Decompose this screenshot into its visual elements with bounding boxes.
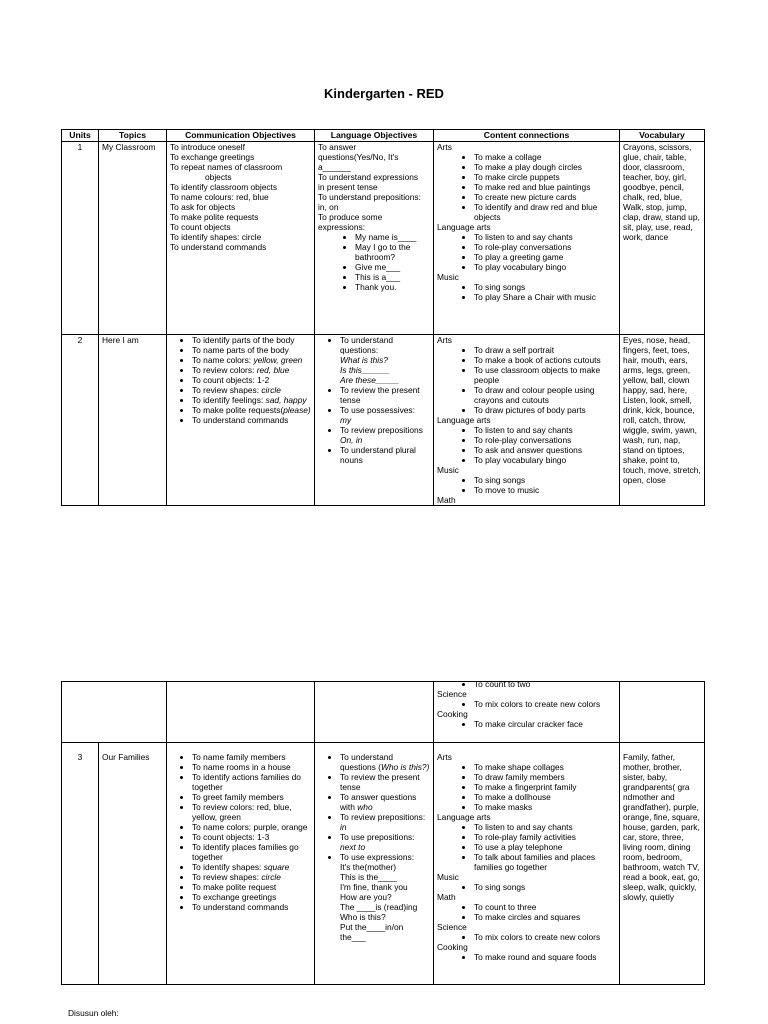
list-item: • To count to two — [474, 679, 616, 689]
list-item: • To identify feelings: sad, happy — [192, 395, 311, 405]
list-item: • To make a play dough circles — [474, 162, 616, 172]
subject-heading: Math — [437, 892, 456, 902]
objective-line: To identify shapes: circle — [170, 232, 262, 242]
subject-heading: Science — [437, 689, 467, 699]
list-item: • To make a collage — [474, 152, 616, 162]
objective-line: expressions: — [318, 222, 366, 232]
list-item: • To make polite requests(please) — [192, 405, 311, 415]
list-item: • To make a book of actions cutouts — [474, 355, 616, 365]
list-item: • To use a play telephone — [474, 842, 616, 852]
empty-cell — [620, 682, 705, 743]
empty-cell — [315, 682, 434, 743]
list-item: • To make circular cracker face — [474, 719, 616, 729]
subject-heading: Math — [437, 495, 456, 505]
subject-heading: Cooking — [437, 942, 468, 952]
list-item: • To name colors: purple, orange — [192, 822, 311, 832]
list-item: • To use classroom objects to make people — [474, 365, 616, 385]
content-connections — [434, 679, 620, 743]
list-item: • To review shapes: circle — [192, 385, 311, 395]
content-connections — [434, 335, 620, 506]
objective-line: To understand prepositions: — [318, 192, 421, 202]
list-item: • To name rooms in a house — [192, 762, 311, 772]
list-item: • To draw family members — [474, 772, 616, 782]
list-item: • To talk about families and places families go together — [474, 852, 616, 872]
list-item: • May I go to the bathroom? — [355, 242, 430, 262]
objective-line: To understand expressions — [318, 172, 419, 182]
unit-number: 3 — [62, 743, 99, 985]
list-item: • To review the present tense — [340, 772, 430, 792]
list-item: • To make a fingerprint family — [474, 782, 616, 792]
list-item: • To sing songs — [474, 882, 616, 892]
communication-objectives — [167, 335, 315, 506]
list-item: • To draw and colour people using crayons and cutouts — [474, 385, 616, 405]
header-topics: Topics — [99, 130, 167, 142]
list-item: • To count objects: 1-2 — [192, 375, 311, 385]
vocabulary: Crayons, scissors, glue, chair, table, door, classroom, teacher, boy, girl, goodbye, pencil, chalk, red, blue, Walk, stop, jump, clap, draw, stand up, sit, play, use, read, work, dance — [620, 142, 705, 335]
communication-objectives — [167, 142, 315, 335]
subject-heading: Arts — [437, 142, 452, 152]
subject-heading: Arts — [437, 752, 452, 762]
subject-heading: Language arts — [437, 222, 491, 232]
unit-number: 1 — [62, 142, 99, 335]
list-item: • To play a greeting game — [474, 252, 616, 262]
list-item: • To role-play conversations — [474, 242, 616, 252]
curriculum-table-part3 — [61, 742, 705, 985]
objective-line: objects — [205, 172, 232, 182]
list-item: • To identify parts of the body — [192, 335, 311, 345]
header-row — [62, 130, 705, 142]
list-item: • To make masks — [474, 802, 616, 812]
curriculum-table-part2 — [61, 681, 705, 743]
objective-line: To identify classroom objects — [170, 182, 278, 192]
list-item: • To understand plural nouns — [340, 445, 430, 465]
table-row — [62, 142, 705, 335]
list-item: • To understand commands — [192, 415, 311, 425]
list-item: • To role-play conversations — [474, 435, 616, 445]
list-item: • To review shapes: circle — [192, 872, 311, 882]
list-item: • To sing songs — [474, 475, 616, 485]
header-language-objectives: Language Objectives — [315, 130, 434, 142]
list-item: • To review prepositions: in — [340, 812, 430, 832]
objective-line: To introduce oneself — [170, 142, 245, 152]
list-item: • To draw a self portrait — [474, 345, 616, 355]
communication-objectives — [167, 743, 315, 985]
list-item: • To role-play family activities — [474, 832, 616, 842]
list-item: • To make shape collages — [474, 762, 616, 772]
list-item: • To make round and square foods — [474, 952, 616, 962]
list-item: • To create new picture cards — [474, 192, 616, 202]
objective-line: To produce some — [318, 212, 383, 222]
list-item: • To use expressions: It's the(mother) This is the____ I'm fine, thank you How are you? The ____is (read)ing Who is this? Put the____in/on the___ — [340, 852, 430, 942]
list-item: • Give me___ — [355, 262, 430, 272]
page-title: Kindergarten - RED — [324, 86, 444, 101]
list-item: • To name family members — [192, 752, 311, 762]
list-item: • To mix colors to create new colors — [474, 699, 616, 709]
subject-heading: Music — [437, 872, 459, 882]
header-content-connections: Content connections — [434, 130, 620, 142]
list-item: • To sing songs — [474, 282, 616, 292]
unit-number: 2 — [62, 335, 99, 506]
list-item: • To name parts of the body — [192, 345, 311, 355]
list-item: • To draw pictures of body parts — [474, 405, 616, 415]
list-item: • My name is____ — [355, 232, 430, 242]
language-objectives — [315, 335, 434, 506]
list-item: • To make circle puppets — [474, 172, 616, 182]
topic: Here I am — [99, 335, 167, 506]
subject-heading: Arts — [437, 335, 452, 345]
list-item: • To identify and draw red and blue objects — [474, 202, 616, 222]
objective-line: a______ — [318, 162, 351, 172]
list-item: • To review the present tense — [340, 385, 430, 405]
table-row — [62, 335, 705, 506]
language-objectives — [315, 142, 434, 335]
vocabulary: Eyes, nose, head, fingers, feet, toes, hair, mouth, ears, arms, legs, green, yellow, ball, clown happy, sad, here, Listen, look, smell, drink, kick, bounce, roll, catch, throw, wiggle, swim, yawn, wash, run, nap, stand on tiptoes, shake, point to, touch, move, stretch, open, close — [620, 335, 705, 506]
list-item: • To make a dollhouse — [474, 792, 616, 802]
list-item: • To ask and answer questions — [474, 445, 616, 455]
list-item: • This is a___ — [355, 272, 430, 282]
objective-line: To count objects — [170, 222, 231, 232]
list-item: • To count to three — [474, 902, 616, 912]
list-item: • To count objects: 1-3 — [192, 832, 311, 842]
objective-line: To make polite requests — [170, 212, 259, 222]
language-objectives — [315, 743, 434, 985]
list-item: • To identify shapes: square — [192, 862, 311, 872]
topic: My Classroom — [99, 142, 167, 335]
vocabulary: Family, father, mother, brother, sister, baby, grandparents( gra ndmother and grandfather), purple, orange, fine, square, house, garden, park, car, store, three, living room, dining room, bedroom, bathroom, watch TV, read a book, eat, go, sleep, walk, quickly, slowly, quietly — [620, 743, 705, 985]
list-item: • To play Share a Chair with music — [474, 292, 616, 302]
header-communication-objectives: Communication Objectives — [167, 130, 315, 142]
list-item: • To play vocabulary bingo — [474, 455, 616, 465]
objective-line: To understand commands — [170, 242, 267, 252]
list-item: • Thank you. — [355, 282, 430, 292]
list-item: • To make circles and squares — [474, 912, 616, 922]
list-item: • To review prepositions On, in — [340, 425, 430, 445]
curriculum-table-part1 — [61, 129, 705, 506]
content-connections — [434, 142, 620, 335]
objective-line: To exchange greetings — [170, 152, 255, 162]
objective-line: To answer — [318, 142, 357, 152]
table-row — [62, 743, 705, 985]
list-item: • To play vocabulary bingo — [474, 262, 616, 272]
list-item: • To move to music — [474, 485, 616, 495]
objective-line: in, on — [318, 202, 339, 212]
objective-line: To ask for objects — [170, 202, 236, 212]
list-item: • To review colors: red, blue — [192, 365, 311, 375]
footer-prepared-by: Disusun oleh: — [68, 1008, 119, 1018]
list-item: • To identify places families go together — [192, 842, 311, 862]
list-item: • To exchange greetings — [192, 892, 311, 902]
subject-heading: Cooking — [437, 709, 468, 719]
subject-heading: Language arts — [437, 812, 491, 822]
list-item: • To review colors: red, blue, yellow, green — [192, 802, 311, 822]
empty-cell — [167, 682, 315, 743]
subject-heading: Music — [437, 465, 459, 475]
empty-cell — [62, 682, 167, 743]
header-units: Units — [62, 130, 99, 142]
list-item: • To name colors: yellow, green — [192, 355, 311, 365]
objective-line: in present tense — [318, 182, 378, 192]
subject-heading: Music — [437, 272, 459, 282]
list-item: • To make red and blue paintings — [474, 182, 616, 192]
subject-heading: Language arts — [437, 415, 491, 425]
objective-line: To repeat names of classroom — [170, 162, 283, 172]
list-item: • To listen to and say chants — [474, 822, 616, 832]
list-item: • To use prepositions: next to — [340, 832, 430, 852]
content-connections — [434, 743, 620, 985]
list-item: • To listen to and say chants — [474, 232, 616, 242]
list-item: • To listen to and say chants — [474, 425, 616, 435]
list-item: • To identify actions families do together — [192, 772, 311, 792]
list-item: • To understand questions (Who is this?) — [340, 752, 430, 772]
list-item: • To greet family members — [192, 792, 311, 802]
list-item: • To answer questions with who — [340, 792, 430, 812]
list-item: • To understand questions: What is this? Is this______ Are these_____ — [340, 335, 430, 385]
topic: Our Families — [99, 743, 167, 985]
list-item: • To understand commands — [192, 902, 311, 912]
header-vocabulary: Vocabulary — [620, 130, 705, 142]
table-row — [62, 682, 705, 743]
subject-heading: Science — [437, 922, 467, 932]
objective-line: To name colours: red, blue — [170, 192, 269, 202]
list-item: • To make polite request — [192, 882, 311, 892]
list-item: • To mix colors to create new colors — [474, 932, 616, 942]
list-item: • To use possessives: my — [340, 405, 430, 425]
objective-line: questions(Yes/No, It's — [318, 152, 399, 162]
